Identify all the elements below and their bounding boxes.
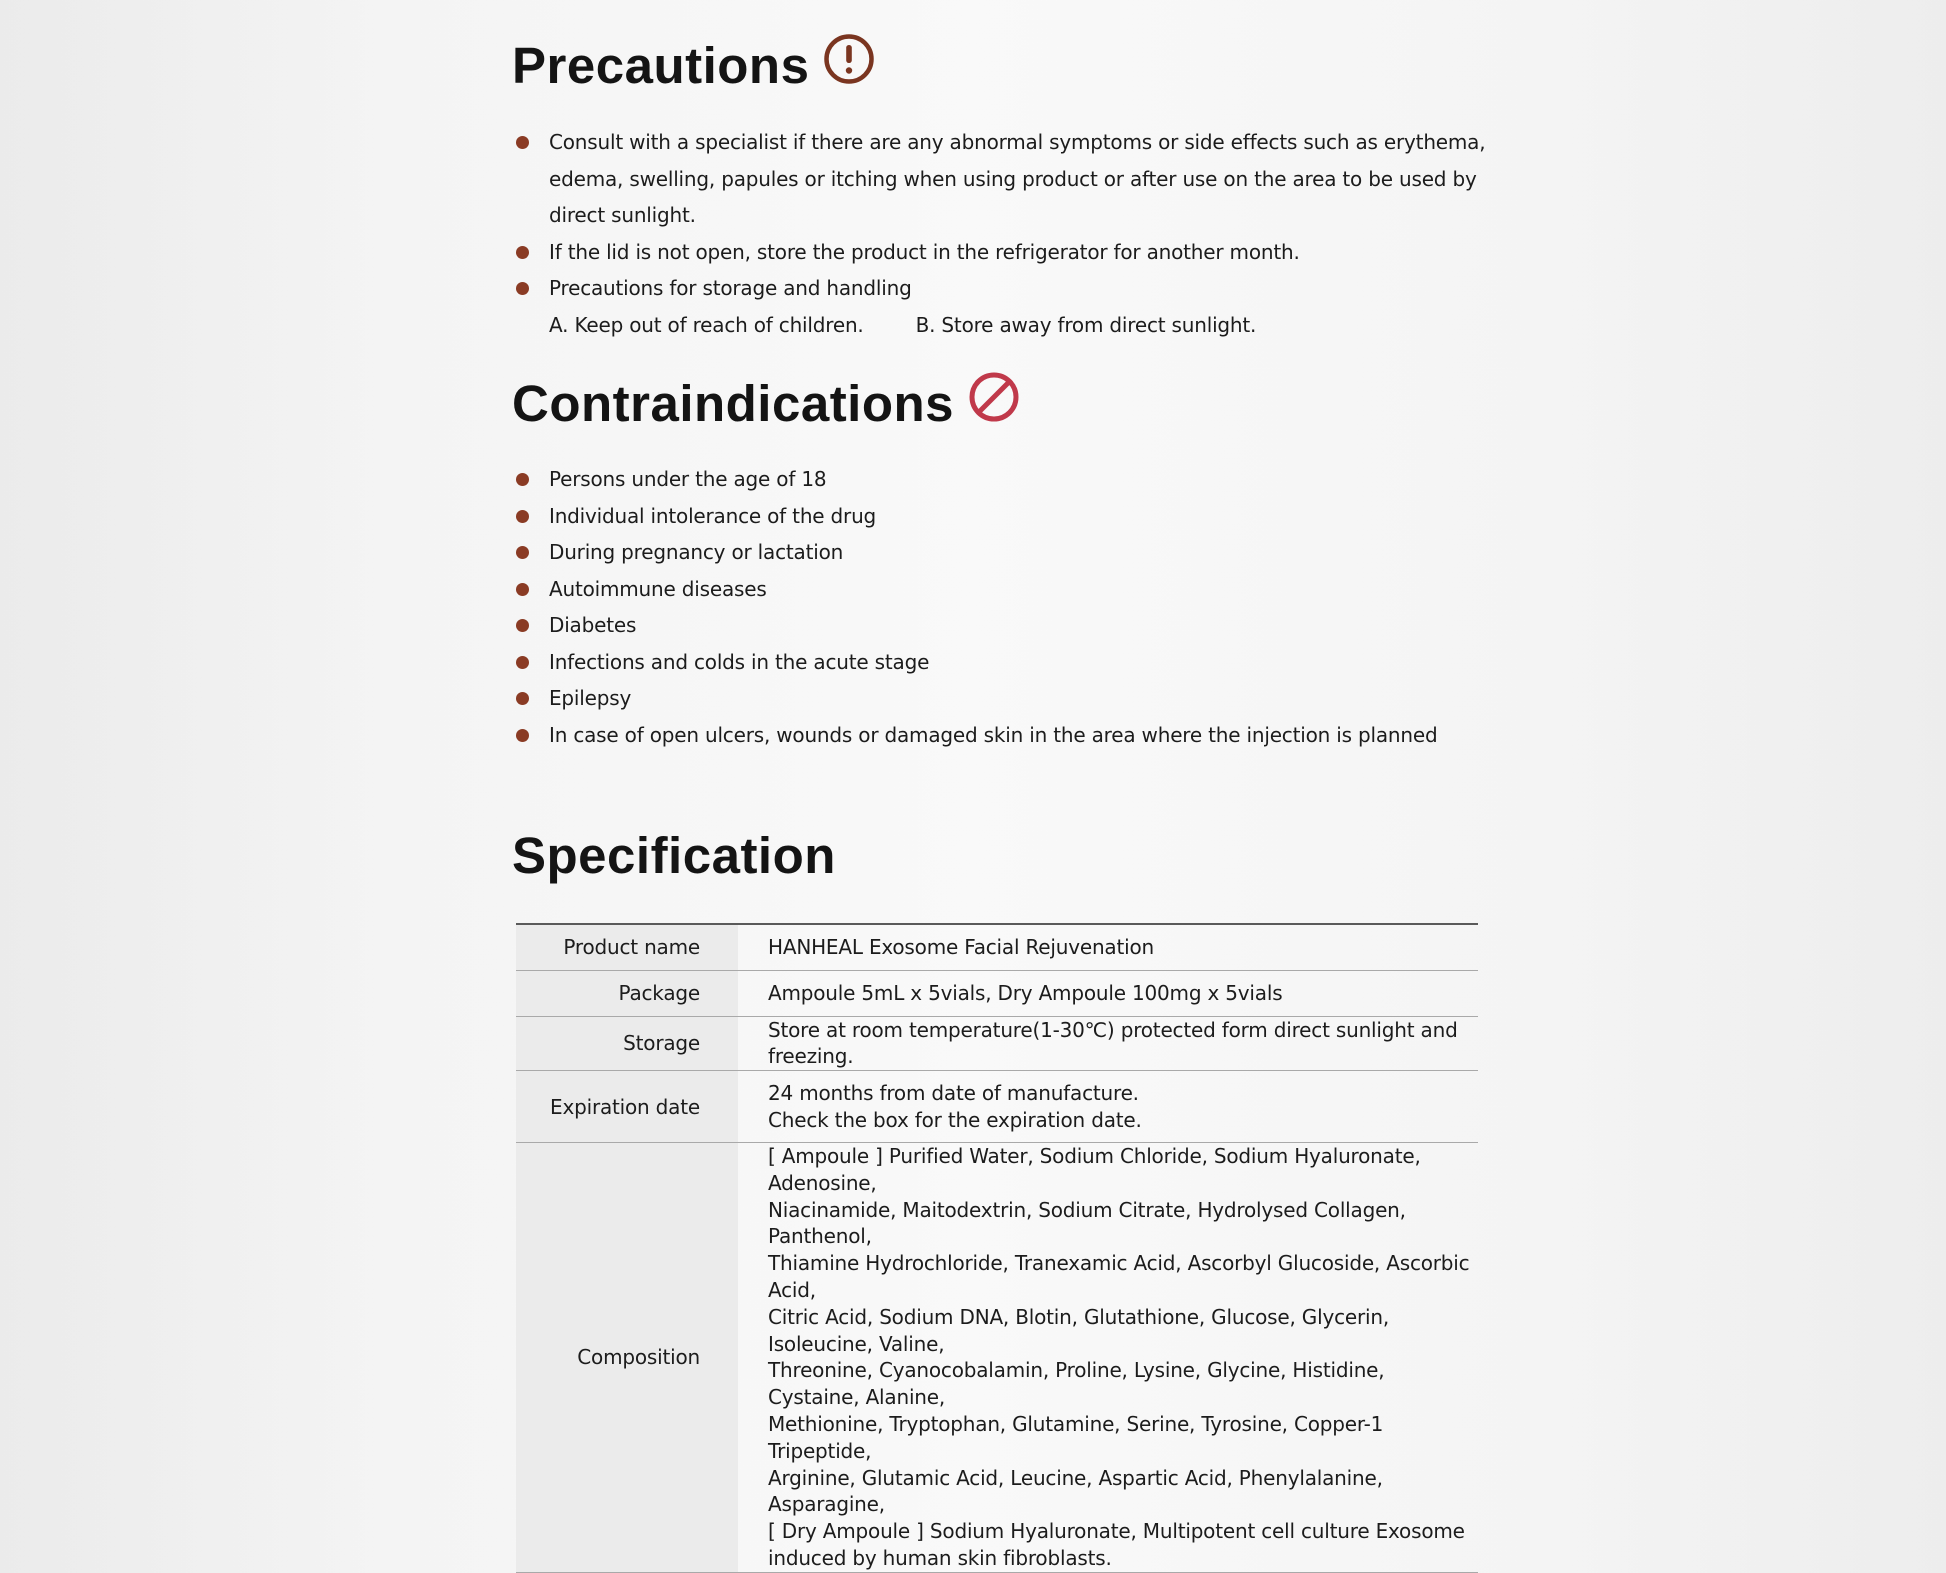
- bullet-dot: [516, 136, 529, 149]
- list-item: [516, 607, 1496, 644]
- list-item-text: Epilepsy: [549, 686, 632, 710]
- spec-value-line: 24 months from date of manufacture.: [768, 1080, 1139, 1105]
- spec-value-line: Ampoule 5mL x 5vials, Dry Ampoule 100mg x 5vials: [768, 980, 1283, 1005]
- exclamation-circle-icon: [823, 33, 875, 97]
- precautions-title-text: Precautions: [512, 36, 810, 94]
- spec-value-line: Threonine, Cyanocobalamin, Proline, Lysine, Glycine, Histidine, Cystaine, Alanine,: [768, 1358, 1385, 1410]
- list-item: [516, 124, 1496, 234]
- spec-value: [738, 1143, 1478, 1573]
- table-row: [516, 1071, 1478, 1143]
- list-item: [516, 717, 1496, 754]
- bullet-dot: [516, 546, 529, 559]
- bullet-dot: [516, 729, 529, 742]
- contraindications-title: [512, 372, 1020, 434]
- spec-label: Product name: [516, 924, 738, 970]
- bullet-dot: [516, 692, 529, 705]
- spec-value-line: [ Ampoule ] Purified Water, Sodium Chloride, Sodium Hyaluronate, Adenosine,: [768, 1144, 1421, 1195]
- list-item-text: If the lid is not open, store the product in the refrigerator for another month.: [549, 239, 1300, 264]
- list-item-text: Persons under the age of 18: [549, 467, 827, 491]
- contraindications-title-text: Contraindications: [512, 374, 955, 432]
- list-item-text: Precautions for storage and handling: [549, 276, 912, 300]
- precautions-list: [516, 124, 1496, 343]
- list-item: [516, 234, 1496, 271]
- list-item: [516, 571, 1496, 608]
- specification-title: [512, 824, 836, 886]
- spec-value-line: HANHEAL Exosome Facial Rejuvenation: [768, 934, 1154, 959]
- spec-value: [738, 924, 1478, 970]
- spec-value-line: Citric Acid, Sodium DNA, Blotin, Glutathione, Glucose, Glycerin, Isoleucine, Valine,: [768, 1304, 1389, 1356]
- storage-sub-items: [549, 307, 1496, 344]
- spec-value-line: Methionine, Tryptophan, Glutamine, Serine, Tyrosine, Copper-1 Tripeptide,: [768, 1412, 1384, 1463]
- spec-value: [738, 970, 1478, 1016]
- list-item-text: Consult with a specialist if there are any abnormal symptoms or side effects such as erythema, edema, swelling, papules or itching when using product or after use on the area to be used by direct sunlight.: [549, 130, 1486, 227]
- spec-value: [738, 1071, 1478, 1143]
- spec-value-line: [ Dry Ampoule ] Sodium Hyaluronate, Multipotent cell culture Exosome: [768, 1519, 1465, 1544]
- sub-item-children: A. Keep out of reach of children.: [549, 312, 864, 337]
- contraindications-list: [516, 461, 1496, 753]
- table-row: [516, 1016, 1478, 1071]
- spec-value-line: Store at room temperature(1-30℃) protected form direct sunlight and freezing.: [768, 1017, 1458, 1069]
- sub-item-sunlight: B. Store away from direct sunlight.: [915, 312, 1257, 337]
- spec-value-line: Arginine, Glutamic Acid, Leucine, Aspartic Acid, Phenylalanine, Asparagine,: [768, 1465, 1383, 1517]
- prohibited-icon: [968, 371, 1020, 435]
- bullet-dot: [516, 282, 529, 295]
- bullet-dot: [516, 473, 529, 486]
- spec-value-line: induced by human skin fibroblasts.: [768, 1546, 1112, 1571]
- table-row: [516, 1143, 1478, 1573]
- list-item-text: During pregnancy or lactation: [549, 540, 844, 564]
- bullet-dot: [516, 656, 529, 669]
- bullet-dot: [516, 619, 529, 632]
- list-item: [516, 644, 1496, 681]
- spec-label: Storage: [516, 1016, 738, 1071]
- list-item: [516, 270, 1496, 343]
- specification-table: [516, 923, 1478, 1573]
- table-row: [516, 924, 1478, 970]
- precautions-title: [512, 34, 875, 96]
- bullet-dot: [516, 246, 529, 259]
- list-item-text: In case of open ulcers, wounds or damaged skin in the area where the injection is planned: [549, 722, 1438, 747]
- list-item: [516, 461, 1496, 498]
- bullet-dot: [516, 583, 529, 596]
- spec-label: Package: [516, 970, 738, 1016]
- spec-value: [738, 1016, 1478, 1071]
- list-item-text: Autoimmune diseases: [549, 576, 767, 601]
- spec-value-line: Niacinamide, Maitodextrin, Sodium Citrate, Hydrolysed Collagen, Panthenol,: [768, 1197, 1406, 1249]
- list-item: [516, 680, 1496, 717]
- spec-label: Expiration date: [516, 1071, 738, 1143]
- spec-value-line: Thiamine Hydrochloride, Tranexamic Acid, Ascorbyl Glucoside, Ascorbic Acid,: [768, 1251, 1470, 1303]
- list-item: [516, 534, 1496, 571]
- table-row: [516, 970, 1478, 1016]
- list-item-text: Infections and colds in the acute stage: [549, 649, 930, 674]
- list-item-text: Diabetes: [549, 613, 637, 637]
- bullet-dot: [516, 510, 529, 523]
- spec-value-line: Check the box for the expiration date.: [768, 1107, 1142, 1132]
- list-item-text: Individual intolerance of the drug: [549, 503, 877, 528]
- list-item: [516, 498, 1496, 535]
- spec-label: Composition: [516, 1143, 738, 1573]
- specification-title-text: Specification: [512, 826, 836, 884]
